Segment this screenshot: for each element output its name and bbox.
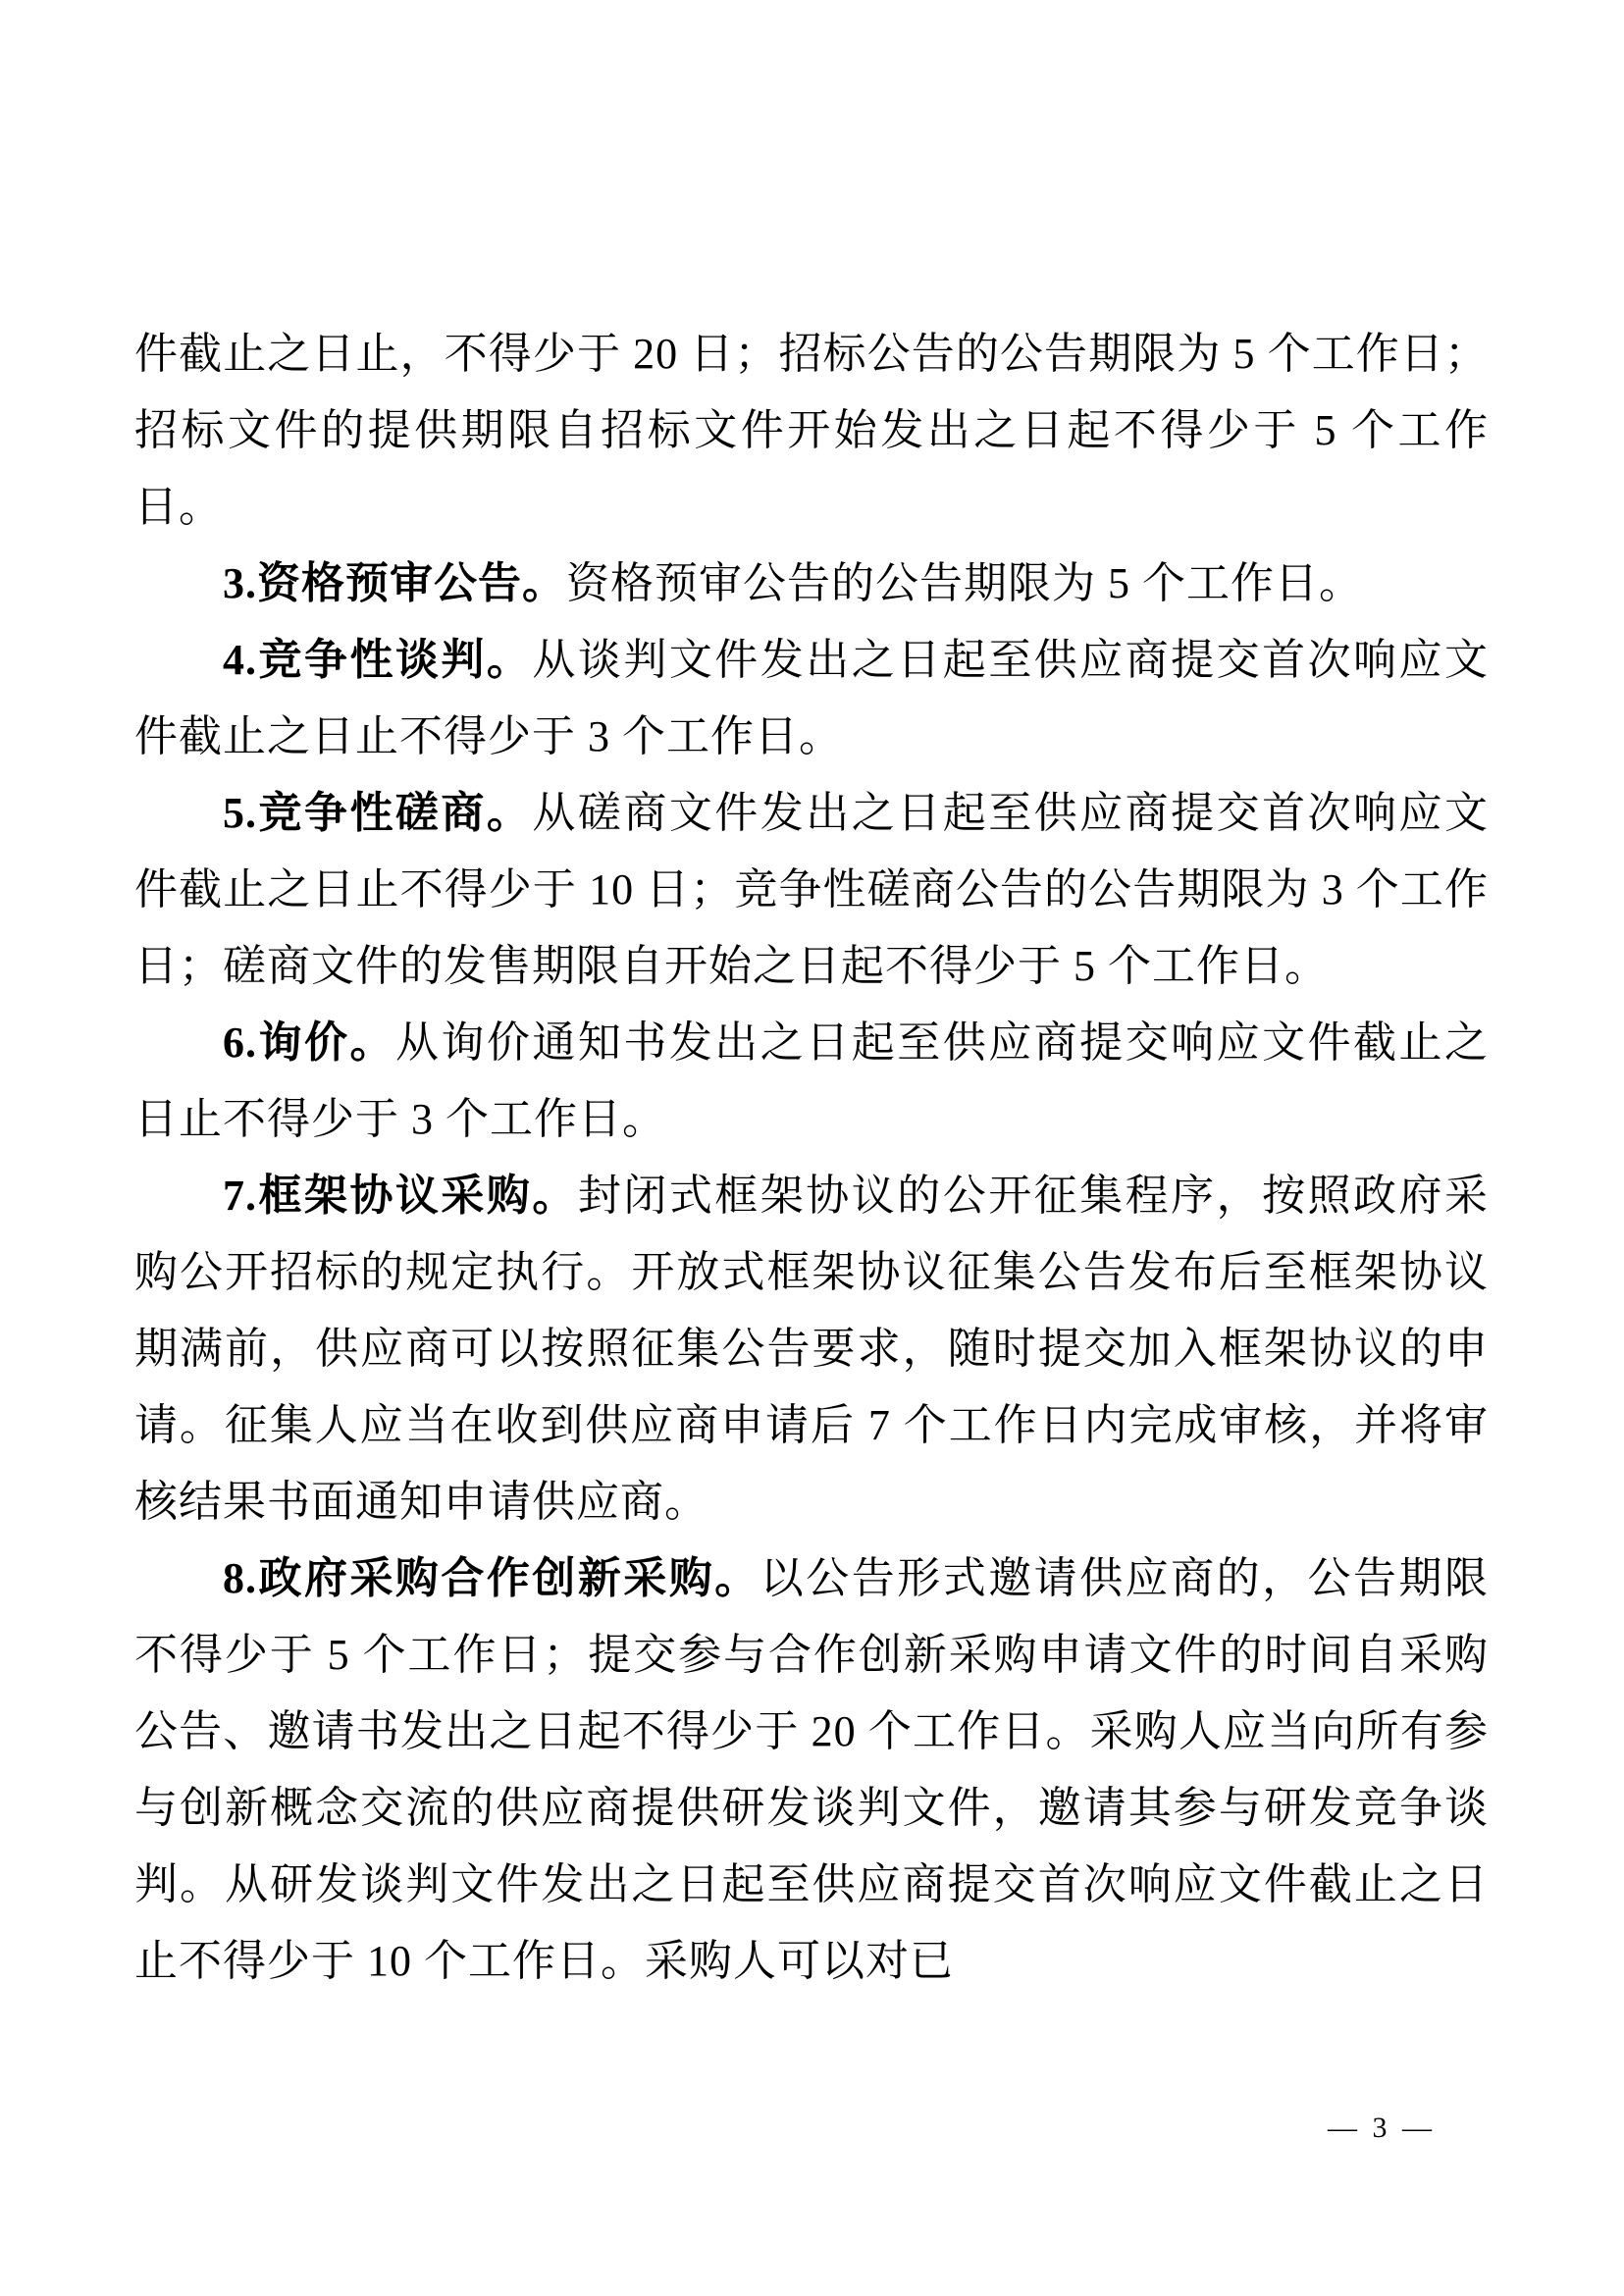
text-run: 资格预审公告的公告期限为 5 个工作日。 xyxy=(566,559,1363,607)
text-run: 封闭式框架协议的公开征集程序，按照政府采购公开招标的规定执行。开放式框架协议征集公告发布后至框架协议期满前，供应商可以按照征集公告要求，随时提交加入框架协议的申请。征集人应当在收到供应商申请后 7 个工作日内完成审核，并将审核结果书面通知申请供应商。 xyxy=(134,1172,1490,1526)
paragraph xyxy=(134,1540,1489,2000)
paragraph xyxy=(134,622,1489,775)
document-body xyxy=(134,316,1489,2000)
page-number: — 3 — xyxy=(1328,2112,1436,2144)
item-heading: 7.框架协议采购。 xyxy=(223,1172,578,1220)
text-run: 从询价通知书发出之日起至供应商提交响应文件截止之日止不得少于 3 个工作日。 xyxy=(134,1018,1490,1143)
text-run: 从谈判文件发出之日起至供应商提交首次响应文件截止之日止不得少于 3 个工作日。 xyxy=(134,636,1490,760)
paragraph xyxy=(134,546,1489,622)
item-heading: 8.政府采购合作创新采购。 xyxy=(223,1554,760,1602)
paragraph xyxy=(134,1005,1489,1158)
item-heading: 4.竞争性谈判。 xyxy=(223,636,533,684)
text-run: 件截止之日止，不得少于 20 日；招标公告的公告期限为 5 个工作日；招标文件的提供期限自招标文件开始发出之日起不得少于 5 个工作日。 xyxy=(134,330,1489,531)
item-heading: 6.询价。 xyxy=(223,1018,395,1067)
item-heading: 5.竞争性磋商。 xyxy=(223,789,533,837)
paragraph xyxy=(134,316,1489,546)
paragraph xyxy=(134,775,1489,1005)
item-heading: 3.资格预审公告。 xyxy=(223,559,566,607)
text-run: 以公告形式邀请供应商的，公告期限不得少于 5 个工作日；提交参与合作创新采购申请文件的时间自采购公告、邀请书发出之日起不得少于 20 个工作日。采购人应当向所有参与创新概念交流的供应商提供研发谈判文件，邀请其参与研发竞争谈判。从研发谈判文件发出之日起至供应商提交首次响应文件截止之日止不得少于 10 个工作日。采购人可以对已 xyxy=(134,1554,1490,1985)
paragraph xyxy=(134,1158,1489,1540)
text-run: 从磋商文件发出之日起至供应商提交首次响应文件截止之日止不得少于 10 日；竞争性磋商公告的公告期限为 3 个工作日；磋商文件的发售期限自开始之日起不得少于 5 个工作日。 xyxy=(134,789,1490,990)
